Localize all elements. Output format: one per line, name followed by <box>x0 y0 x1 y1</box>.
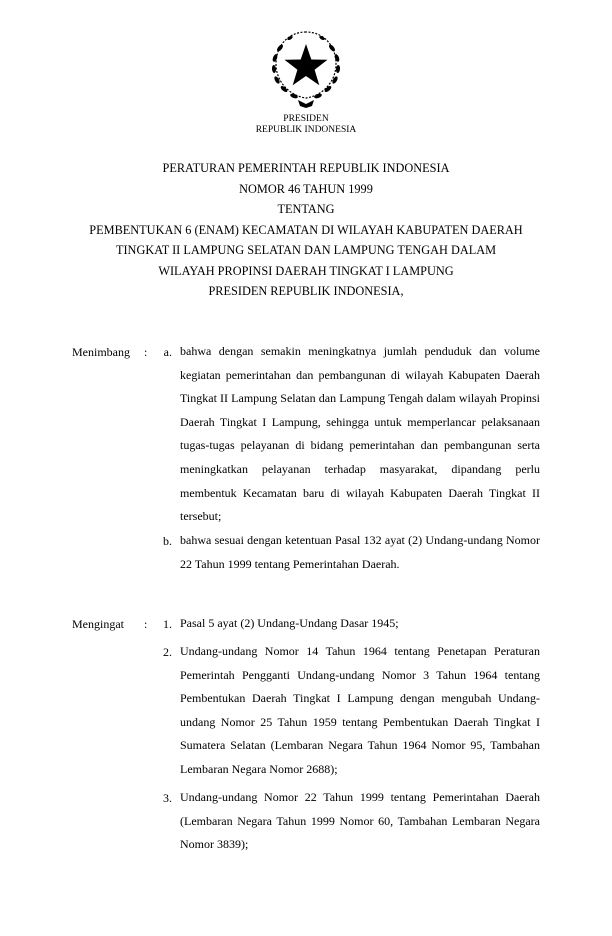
mengingat-item-text: Pasal 5 ayat (2) Undang-Undang Dasar 1945; <box>180 616 399 630</box>
menimbang-item-text: bahwa dengan semakin meningkatnya jumlah penduduk dan volume kegiatan pemerintahan dan pembangunan di wilayah Kabupaten Daerah Tingkat II Lampung Selatan dan Lampung Tengah dalam wilayah Propinsi Daerah Tingkat I Lampung, sehingga untuk memperlancar pelaksanaan tugas-tugas pelayanan di bidang pemerintahan dan pembangunan serta meningkatkan pelayanan terhadap masyarakat, dipandang perlu membentuk Kecamatan baru di wilayah Kabupaten Daerah Tingkat II tersebut; <box>180 344 540 524</box>
title-line: TENTANG <box>277 202 335 216</box>
mengingat-item-text: Undang-undang Nomor 22 Tahun 1999 tentang Pemerintahan Daerah (Lembaran Negara Tahun 1999 Nomor 60, Tambahan Lembaran Negara Nomor 3839); <box>180 790 540 852</box>
title-line: TINGKAT II LAMPUNG SELATAN DAN LAMPUNG TENGAH DALAM <box>115 243 497 257</box>
title-line: PERATURAN PEMERINTAH REPUBLIK INDONESIA <box>162 161 450 175</box>
title-line: PEMBENTUKAN 6 (ENAM) KECAMATAN DI WILAYAH KABUPATEN DAERAH <box>89 222 523 237</box>
header-line-republik: REPUBLIK INDONESIA <box>255 125 357 135</box>
mengingat-item-mark: 2. <box>163 645 172 659</box>
menimbang-item-mark: a. <box>163 345 172 359</box>
title-line: NOMOR 46 TAHUN 1999 <box>239 181 373 196</box>
header-line-presiden: PRESIDEN <box>283 114 329 124</box>
mengingat-colon: : <box>144 617 148 631</box>
menimbang-colon: : <box>144 345 148 359</box>
mengingat-item-text: Undang-undang Nomor 14 Tahun 1964 tentang Penetapan Peraturan Pemerintah Pengganti Undang-undang Nomor 3 Tahun 1964 tentang Pembentukan Daerah Tingkat I Lampung dengan mengubah Undang-undang Nomor 25 Tahun 1959 tentang Pembentukan Daerah Tingkat I Sumatera Selatan (Lembaran Negara Tahun 1964 Nomor 95, Tambahan Lembaran Negara Nomor 2688); <box>180 644 540 776</box>
menimbang-label: Menimbang <box>72 345 130 359</box>
title-line: WILAYAH PROPINSI DAERAH TINGKAT I LAMPUNG <box>158 263 454 278</box>
title-line: PRESIDEN REPUBLIK INDONESIA, <box>208 284 404 298</box>
menimbang-item-text: bahwa sesuai dengan ketentuan Pasal 132 ayat (2) Undang-undang Nomor 22 Tahun 1999 tentang Pemerintahan Daerah. <box>180 533 540 571</box>
mengingat-label: Mengingat <box>72 617 124 631</box>
mengingat-item-mark: 3. <box>163 791 172 805</box>
mengingat-item-mark: 1. <box>163 617 172 631</box>
menimbang-item-mark: b. <box>163 534 172 548</box>
document-title <box>0 158 612 302</box>
garuda-star-emblem-icon <box>266 26 346 110</box>
